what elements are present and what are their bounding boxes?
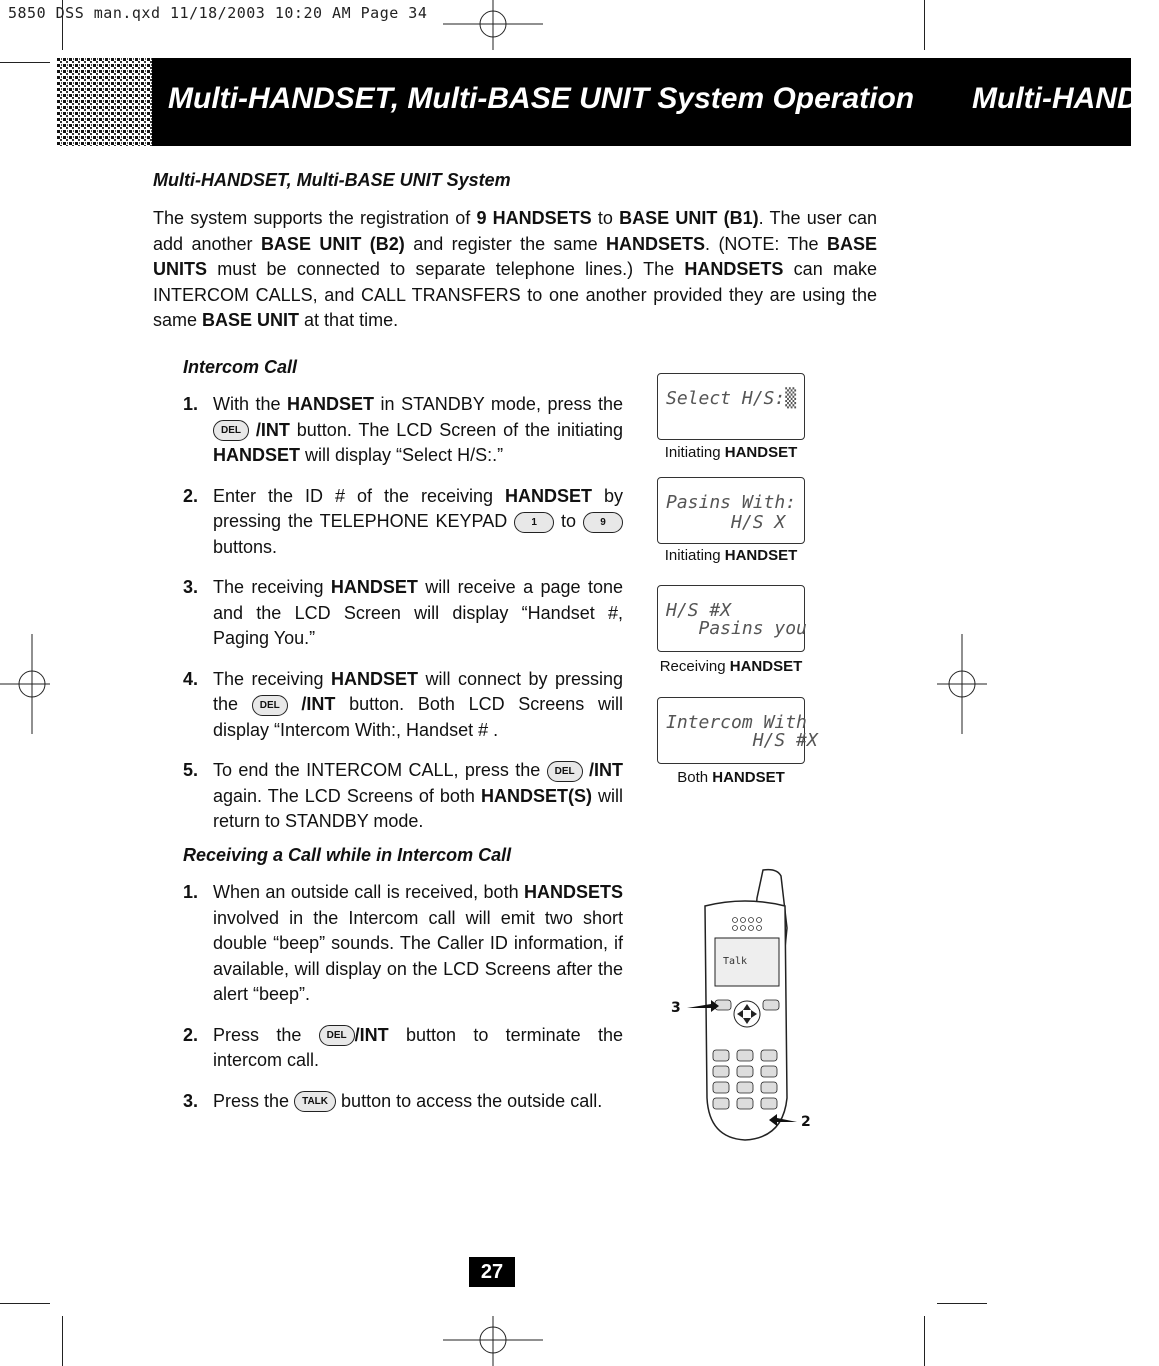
del-button-icon: DEL (213, 420, 249, 441)
lcd-caption: Receiving HANDSET (659, 658, 803, 675)
callout-3: 3 (671, 1000, 681, 1016)
del-button-icon: DEL (252, 695, 288, 716)
lcd-caption: Initiating HANDSET (664, 547, 798, 564)
crop-mark (0, 62, 50, 63)
talk-button-icon: TALK (294, 1091, 336, 1112)
del-button-icon: DEL (319, 1025, 355, 1046)
page-number: 27 (469, 1257, 515, 1287)
registration-mark-left (0, 634, 50, 734)
lcd-screen: Intercom With H/S #X (657, 697, 805, 764)
intro-paragraph: The system supports the registration of 9 HANDSETS to BASE UNIT (B1). The user can add another BASE UNIT (B2) and register the same HANDSETS. (NOTE: The BASE UNITS must be connected to separate telephone lines.) The HANDSETS can make INTERCOM CALLS, and CALL TRANSFERS to one another provided they are using the same BASE UNIT at that time. (153, 208, 877, 330)
intercom-heading: Intercom Call (183, 357, 298, 377)
lcd-caption: Both HANDSET (677, 769, 785, 786)
key-9-icon: 9 (583, 512, 623, 533)
page-title-repeat: Multi-HANDS (972, 82, 1159, 115)
crop-mark (924, 1316, 925, 1366)
list-item: 1. When an outside call is received, both HANDSETS involved in the Intercom call will emit two short double “beep” sounds. The Caller ID information, if available, will display on the LCD Screens after the alert “beep”. (183, 882, 623, 1004)
list-item: 5. To end the INTERCOM CALL, press the DEL /INT again. The LCD Screens of both HANDSET(S) will return to STANDBY mode. (183, 760, 624, 831)
lcd-caption: Initiating HANDSET (664, 444, 798, 461)
receiving-heading: Receiving a Call while in Intercom Call (183, 845, 512, 865)
list-item: 2. Press the DEL /INT button to terminate the intercom call. (183, 1024, 623, 1070)
handset-screen-text: Talk (723, 956, 748, 967)
intercom-steps (183, 392, 623, 850)
print-slug: 5850 DSS man.qxd 11/18/2003 10:20 AM Page 34 (8, 4, 428, 22)
lcd-screen: Select H/S:▒ (657, 373, 805, 440)
crop-mark (0, 1303, 50, 1304)
handset-illustration (665, 868, 825, 1148)
registration-mark-top (443, 0, 543, 50)
del-button-icon: DEL (547, 761, 583, 782)
lcd-screen: H/S #X Pasins you (657, 585, 805, 652)
page-title: Multi-HANDSET, Multi-BASE UNIT System Operation (168, 82, 915, 115)
section-title: Multi-HANDSET, Multi-BASE UNIT System (153, 170, 511, 190)
crop-mark (937, 1303, 987, 1304)
list-item: 4. The receiving HANDSET will connect by pressing the DEL /INT button. Both LCD Screens will display “Intercom With:, Handset # . (183, 668, 623, 740)
key-1-icon: 1 (514, 512, 554, 533)
receiving-steps (183, 880, 623, 1129)
list-item: 3. Press the TALK button to access the outside call. (183, 1090, 603, 1111)
lcd-screen: Pasins With: H/S X (657, 477, 805, 544)
list-item: 2. Enter the ID # of the receiving HANDSET by pressing the TELEPHONE KEYPAD 1 to 9 buttons. (183, 485, 623, 557)
list-item: 1. With the HANDSET in STANDBY mode, press the DEL /INT button. The LCD Screen of the initiating HANDSET will display “Select H/S:.” (183, 394, 623, 465)
registration-mark-bottom (443, 1316, 543, 1366)
registration-mark-right (937, 634, 987, 734)
callout-2: 2 (801, 1114, 811, 1130)
crop-mark (62, 1316, 63, 1366)
crop-mark (924, 0, 925, 50)
header-pattern (57, 58, 152, 146)
list-item: 3. The receiving HANDSET will receive a page tone and the LCD Screen will display “Handset #, Paging You.” (183, 577, 623, 648)
